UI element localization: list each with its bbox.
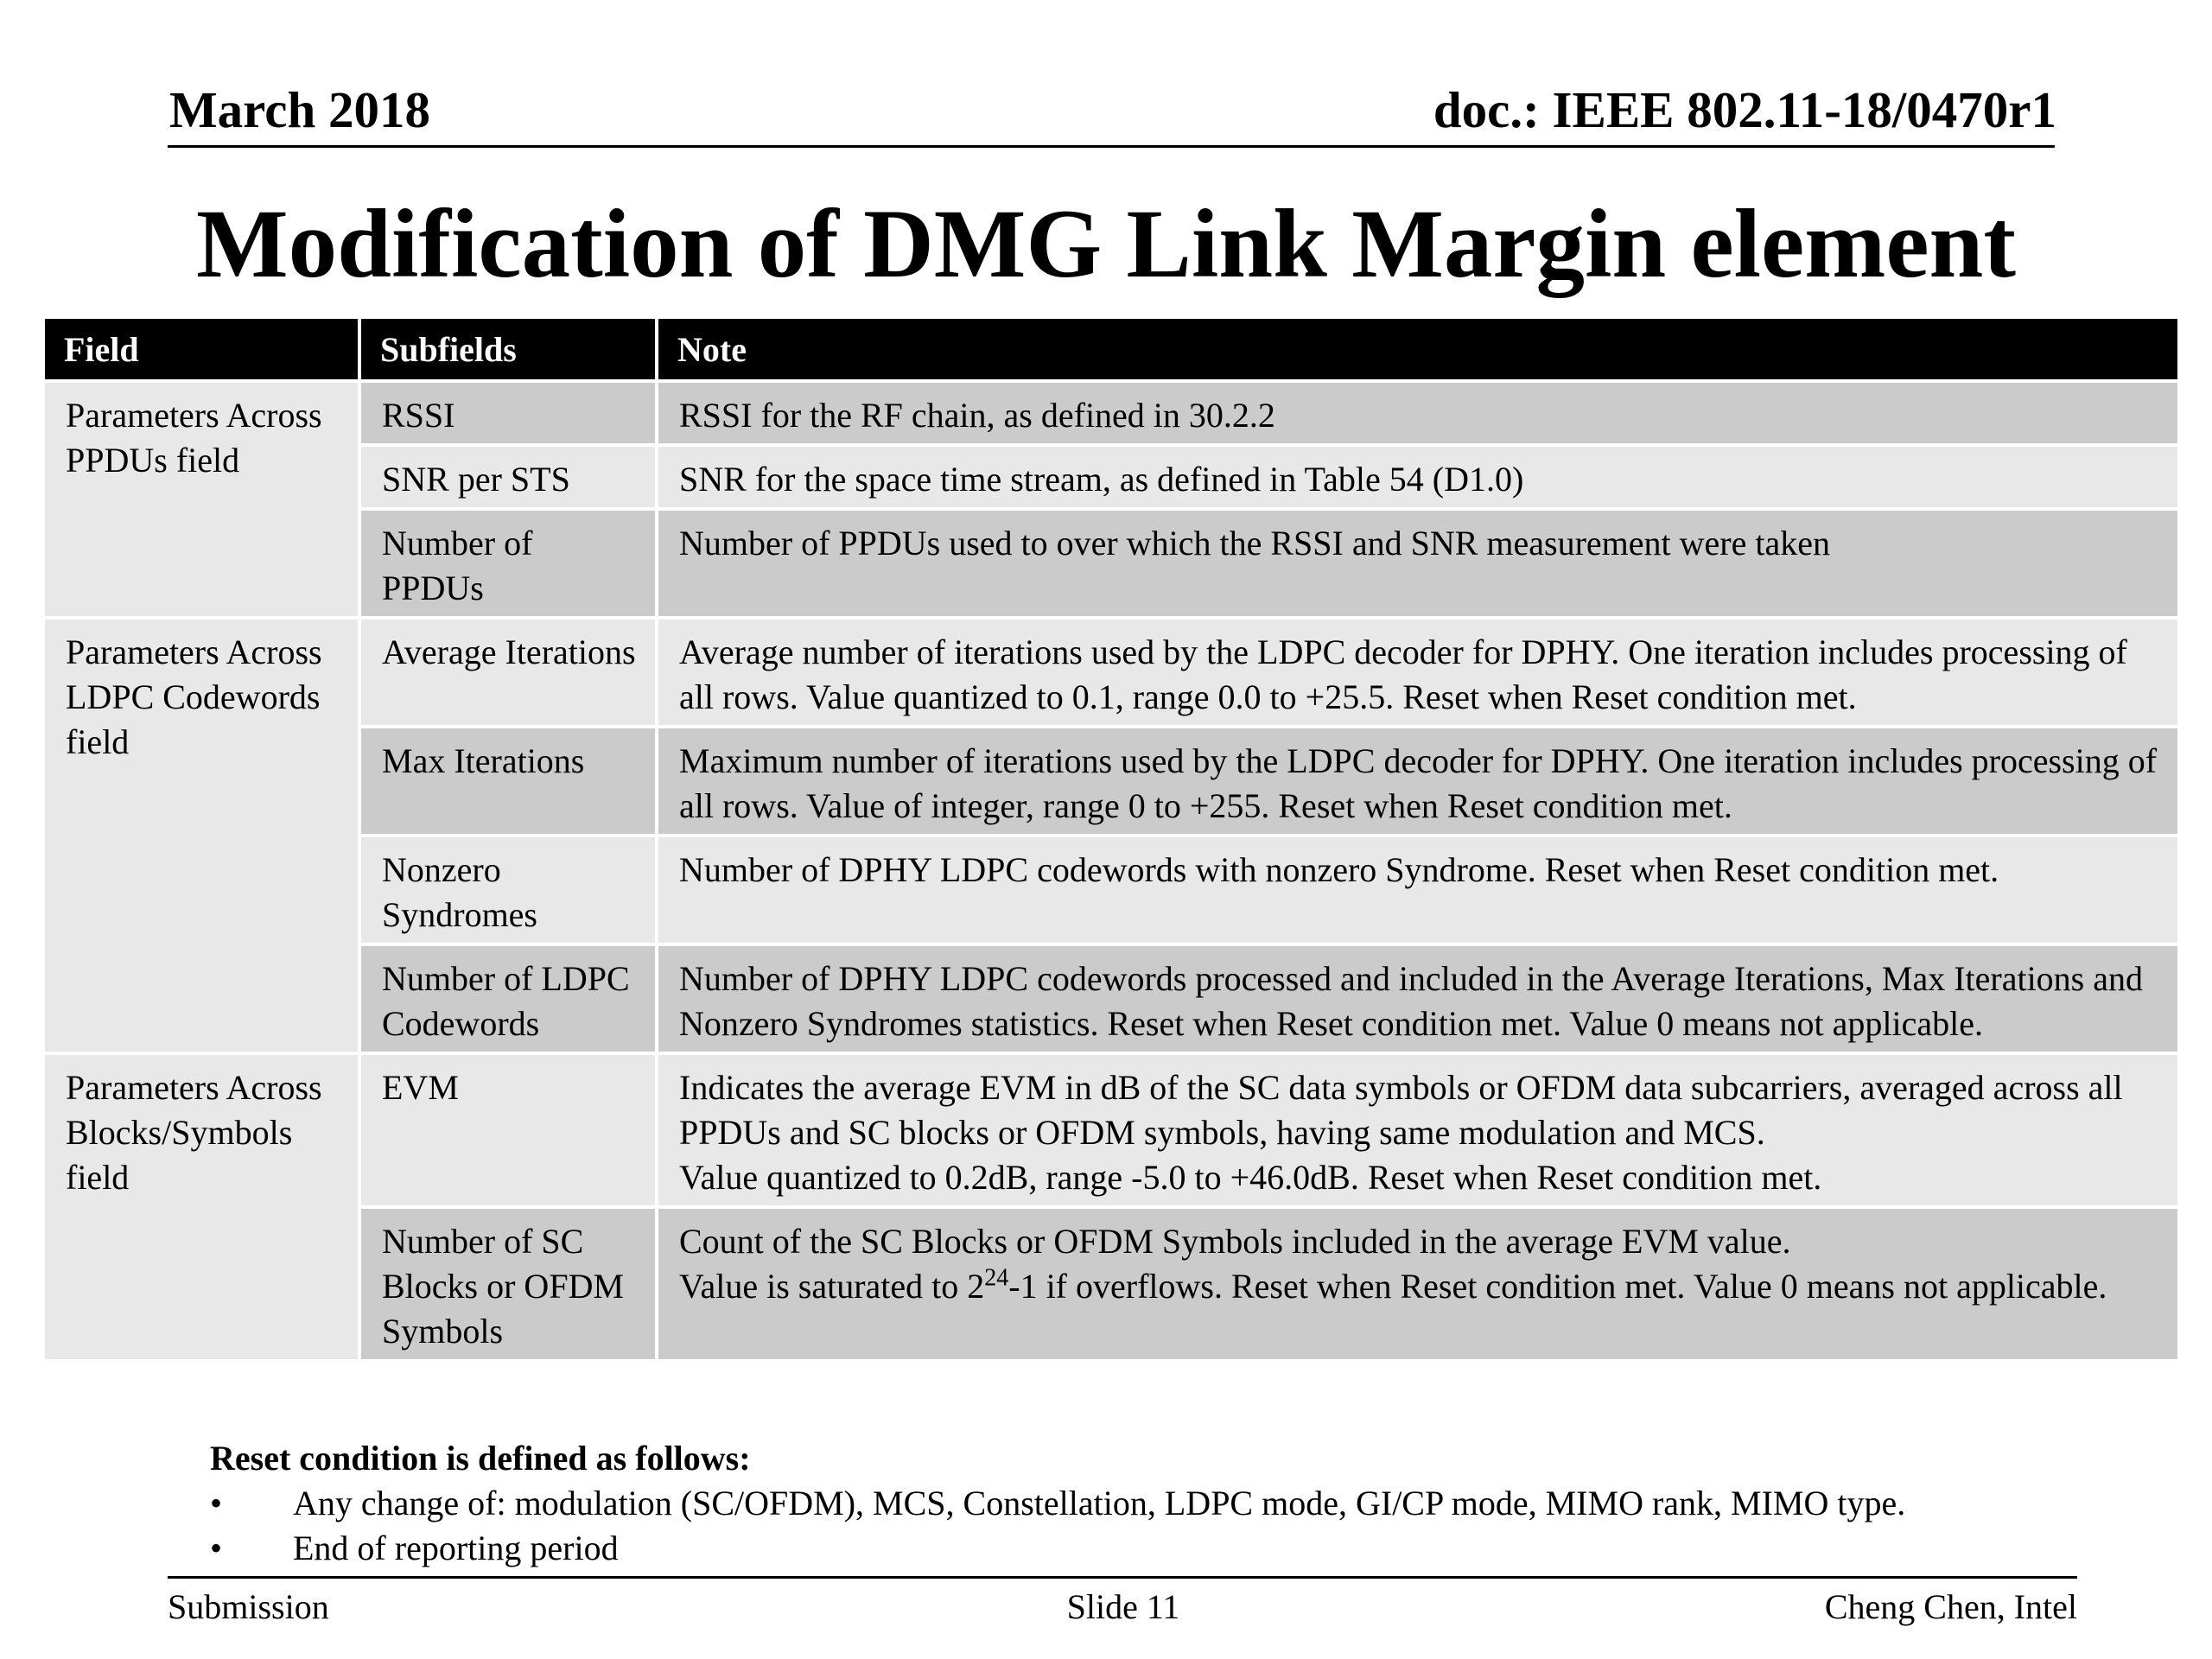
note-line: [679, 1264, 2158, 1309]
note-cell: Average number of iterations used by the LDPC decoder for DPHY. One iteration includes processing of all rows. Value quantized to 0.1, range 0.0 to +25.5. Reset when Reset condition met.: [657, 618, 2177, 727]
subfield-cell: Number of PPDUs: [359, 509, 657, 618]
table-row: [45, 618, 2177, 727]
note-cell: [657, 1207, 2177, 1361]
note-superscript: 24: [984, 1264, 1009, 1292]
bullet-text: Any change of: modulation (SC/OFDM), MCS, Constellation, LDPC mode, GI/CP mode, MIMO rank, MIMO type.: [293, 1484, 1906, 1522]
note-line: Count of the SC Blocks or OFDM Symbols included in the average EVM value.: [679, 1222, 1791, 1261]
note-cell: [657, 1053, 2177, 1207]
header-date: March 2018: [169, 81, 431, 138]
header-rule: [168, 145, 2055, 148]
note-cell: Maximum number of iterations used by the LDPC decoder for DPHY. One iteration includes processing of all rows. Value of integer, range 0 to +255. Reset when Reset condition met.: [657, 727, 2177, 836]
field-cell: Parameters Across Blocks/Symbols field: [45, 1053, 359, 1361]
subfield-cell: EVM: [359, 1053, 657, 1207]
subfield-cell: Average Iterations: [359, 618, 657, 727]
footer-author: Cheng Chen, Intel: [1824, 1587, 2077, 1626]
column-header-subfields: Subfields: [359, 319, 657, 381]
note-cell: Number of DPHY LDPC codewords processed and included in the Average Iterations, Max Iterations and Nonzero Syndromes statistics. Reset when Reset condition met. Value 0 means not applicable.: [657, 944, 2177, 1053]
table-row: [45, 944, 2177, 1053]
note-cell: SNR for the space time stream, as defined in Table 54 (D1.0): [657, 445, 2177, 509]
column-header-note: Note: [657, 319, 2177, 381]
subfield-cell: Nonzero Syndromes: [359, 836, 657, 944]
subfield-cell: Max Iterations: [359, 727, 657, 836]
subfield-cell: SNR per STS: [359, 445, 657, 509]
footer-rule: [168, 1576, 2077, 1579]
note-cell: Number of PPDUs used to over which the RSSI and SNR measurement were taken: [657, 509, 2177, 618]
note-cell: RSSI for the RF chain, as defined in 30.2.2: [657, 381, 2177, 445]
reset-condition-item: [210, 1528, 619, 1569]
column-header-field: Field: [45, 319, 359, 381]
subfield-cell: Number of SC Blocks or OFDM Symbols: [359, 1207, 657, 1361]
subfield-cell: RSSI: [359, 381, 657, 445]
table-row: [45, 836, 2177, 944]
table-header-row: [45, 319, 2177, 381]
table-row: [45, 509, 2177, 618]
note-text: Value is saturated to 2: [679, 1267, 985, 1306]
field-cell: Parameters Across LDPC Codewords field: [45, 618, 359, 1053]
slide-title: Modification of DMG Link Margin element: [196, 190, 2016, 298]
note-text: -1 if overflows. Reset when Reset condition met. Value 0 means not applicable.: [1008, 1267, 2107, 1306]
reset-condition-item: [210, 1483, 1905, 1524]
bullet-icon: •: [210, 1484, 223, 1522]
field-cell: Parameters Across PPDUs field: [45, 381, 359, 618]
footer-slide-number: Slide 11: [1066, 1587, 1180, 1626]
footer-submission: Submission: [168, 1587, 329, 1626]
table-row: [45, 445, 2177, 509]
bullet-text: End of reporting period: [293, 1529, 619, 1567]
note-cell: Number of DPHY LDPC codewords with nonzero Syndrome. Reset when Reset condition met.: [657, 836, 2177, 944]
table-row: [45, 1053, 2177, 1207]
header-doc-id: doc.: IEEE 802.11-18/0470r1: [1433, 81, 2056, 138]
subfield-cell: Number of LDPC Codewords: [359, 944, 657, 1053]
reset-condition-heading: Reset condition is defined as follows:: [210, 1439, 751, 1478]
table-row: [45, 1207, 2177, 1361]
table-row: [45, 727, 2177, 836]
link-margin-table: [45, 319, 2177, 1363]
table-row: [45, 381, 2177, 445]
note-line: Value quantized to 0.2dB, range -5.0 to +46.0dB. Reset when Reset condition met.: [679, 1158, 1822, 1197]
bullet-icon: •: [210, 1529, 223, 1567]
note-line: Indicates the average EVM in dB of the SC data symbols or OFDM data subcarriers, averaged across all PPDUs and SC blocks or OFDM symbols, having same modulation and MCS.: [679, 1068, 2123, 1152]
